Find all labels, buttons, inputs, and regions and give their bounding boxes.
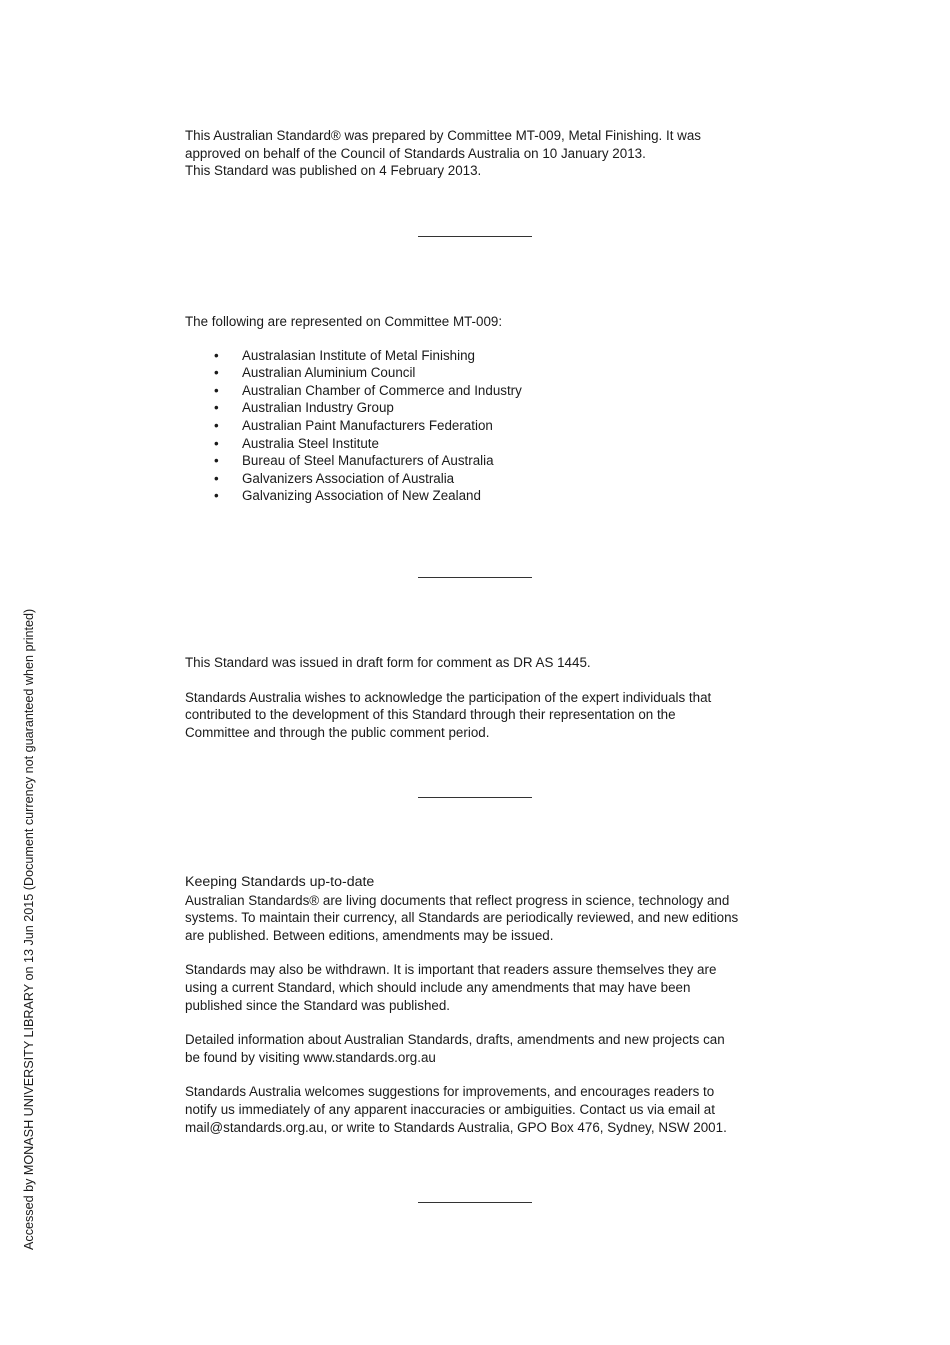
acknowledgement-line: Standards Australia wishes to acknowledge the participation of the expert individuals that [185, 689, 712, 705]
paragraph-line: using a current Standard, which should include any amendments that may have been [185, 979, 691, 995]
paragraph-text: be found by visiting [185, 1049, 304, 1065]
list-item: • Australian Industry Group [185, 399, 775, 417]
website-link[interactable]: www.standards.org.au [303, 1049, 436, 1065]
paragraph-line: systems. To maintain their currency, all Standards are periodically reviewed, and new editions [185, 910, 739, 926]
section-divider [418, 797, 532, 798]
paragraph-line: Australian Standards® are living documents that reflect progress in science, technology and [185, 892, 730, 908]
paragraph-line [185, 1049, 775, 1067]
keeping-up-to-date-section [185, 874, 775, 1136]
paragraph-text: , or write to Standards Australia, GPO Box 476, Sydney, NSW 2001. [323, 1119, 727, 1135]
access-watermark-text: Accessed by MONASH UNIVERSITY LIBRARY on 13 Jun 2015 (Document currency not guaranteed when printed) [22, 608, 36, 1250]
acknowledgement-line: Committee and through the public comment period. [185, 724, 490, 740]
committee-section [185, 313, 775, 505]
preparation-line: approved on behalf of the Council of Standards Australia on 10 January 2013. [185, 145, 646, 161]
paragraph-line: published since the Standard was published. [185, 997, 451, 1013]
section-heading: Keeping Standards up-to-date [185, 874, 375, 890]
list-item: • Australian Paint Manufacturers Federation [185, 417, 775, 435]
section-divider [418, 577, 532, 578]
list-item: • Bureau of Steel Manufacturers of Australia [185, 452, 775, 470]
draft-issued-text: This Standard was issued in draft form for comment as DR AS 1445. [185, 655, 591, 670]
list-item: • Galvanizing Association of New Zealand [185, 487, 775, 505]
list-item: • Australian Aluminium Council [185, 364, 775, 382]
list-item: • Australia Steel Institute [185, 435, 775, 453]
preparation-notice [185, 127, 775, 180]
draft-section [185, 654, 775, 741]
paragraph-line [185, 1119, 775, 1137]
preparation-line: This Australian Standard® was prepared by Committee MT-009, Metal Finishing. It was [185, 128, 701, 143]
list-item: • Australian Chamber of Commerce and Industry [185, 382, 775, 400]
section-divider [418, 236, 532, 237]
paragraph-line: notify us immediately of any apparent inaccuracies or ambiguities. Contact us via email at [185, 1101, 715, 1117]
preparation-line: This Standard was published on 4 February 2013. [185, 163, 482, 179]
paragraph-line: Detailed information about Australian Standards, drafts, amendments and new projects can [185, 1032, 725, 1048]
paragraph-line: Standards Australia welcomes suggestions for improvements, and encourages readers to [185, 1084, 715, 1100]
section-divider [418, 1202, 532, 1203]
list-item: • Australasian Institute of Metal Finishing [185, 347, 775, 365]
acknowledgement-line: contributed to the development of this Standard through their representation on the [185, 707, 676, 723]
list-item: • Galvanizers Association of Australia [185, 470, 775, 488]
committee-intro: The following are represented on Committee MT-009: [185, 314, 503, 329]
paragraph-line: Standards may also be withdrawn. It is important that readers assure themselves they are [185, 962, 717, 978]
paragraph-line: are published. Between editions, amendments may be issued. [185, 927, 554, 943]
committee-member-list [185, 347, 775, 505]
email-link[interactable]: mail@standards.org.au [185, 1119, 324, 1135]
